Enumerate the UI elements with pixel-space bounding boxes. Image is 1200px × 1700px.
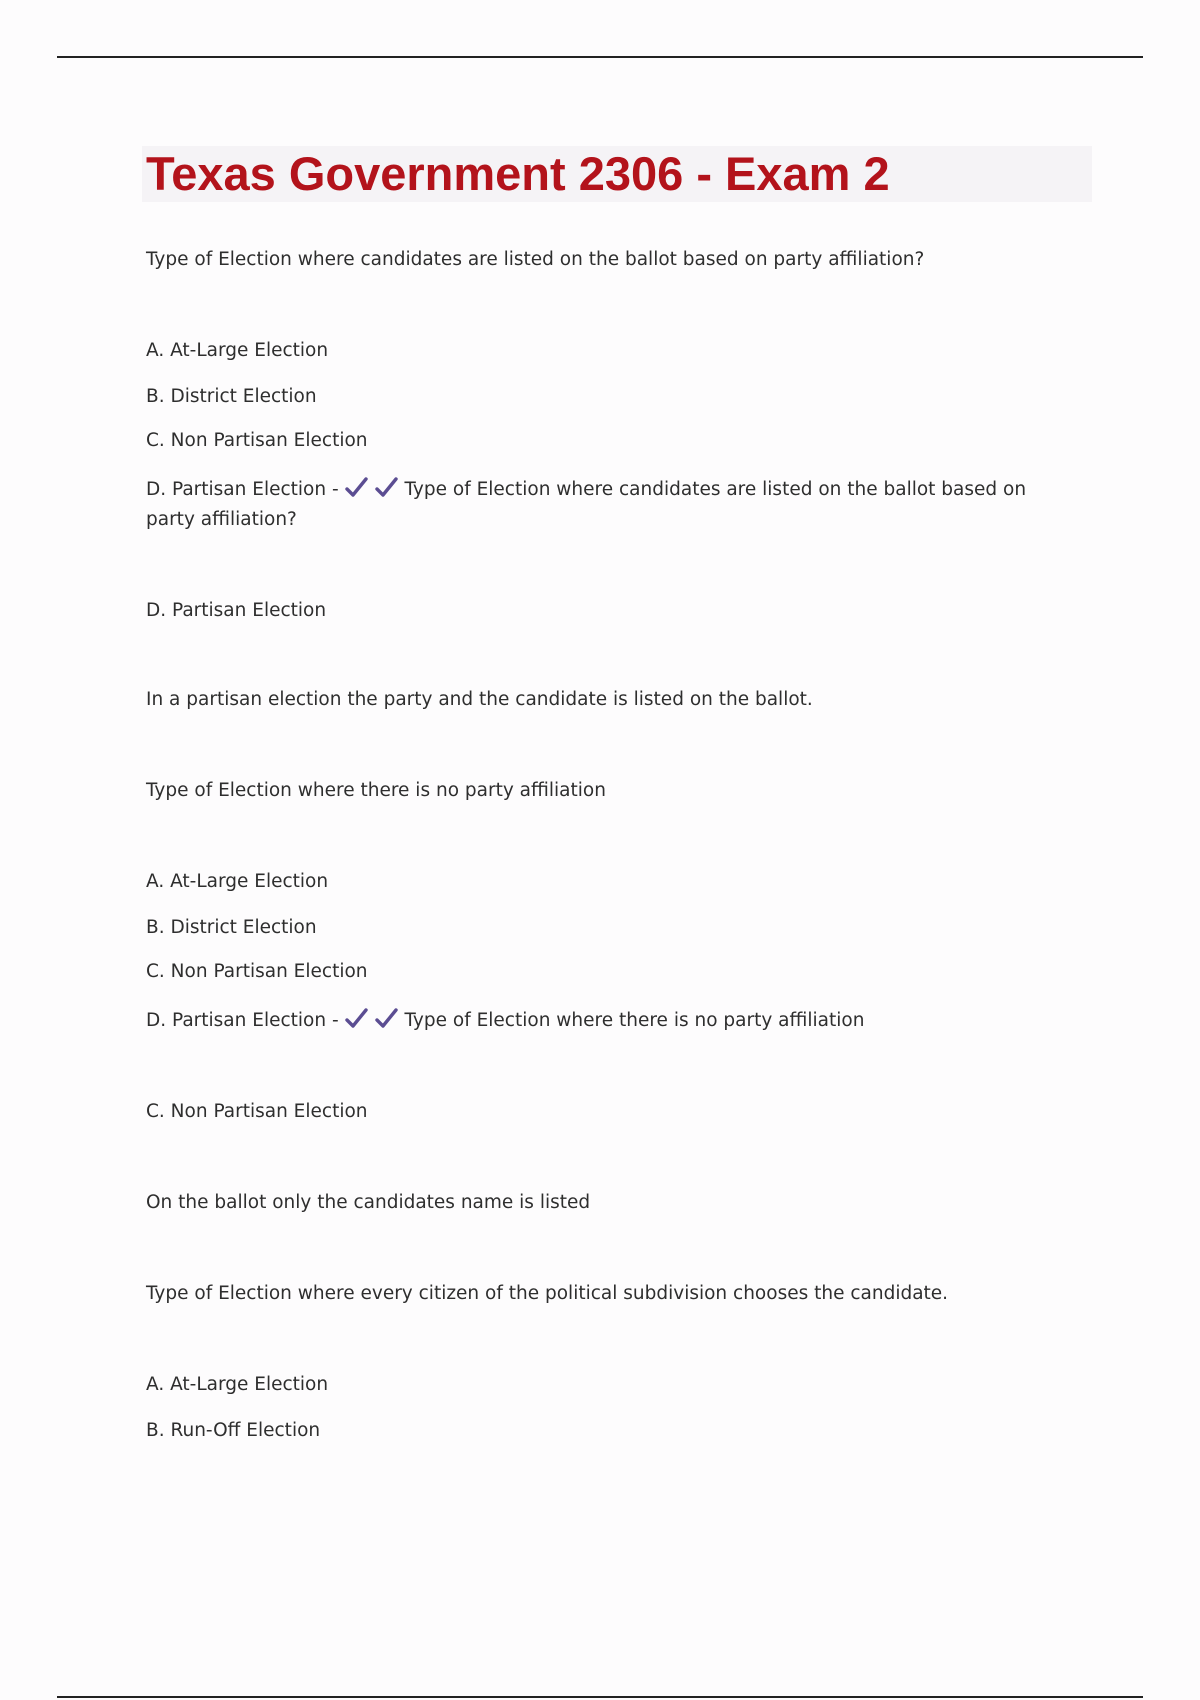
check-mark-icon — [375, 1008, 399, 1030]
q1-option-c: C. Non Partisan Election — [146, 430, 368, 451]
q1-answer-text: Type of Election where candidates are listed on the ballot based on party affiliation? — [146, 479, 1027, 530]
q2-answer-line — [146, 1006, 864, 1036]
check-mark-icon — [345, 477, 369, 499]
q2-option-b: B. District Election — [146, 917, 317, 938]
q1-option-d: D. Partisan Election - — [146, 479, 339, 500]
q3-option-b: B. Run-Off Election — [146, 1420, 321, 1441]
question-2: Type of Election where there is no party affiliation — [146, 780, 606, 801]
check-mark-icon — [375, 477, 399, 499]
question-1: Type of Election where candidates are listed on the ballot based on party affiliation? — [146, 249, 925, 270]
q1-explanation: In a partisan election the party and the candidate is listed on the ballot. — [146, 689, 813, 710]
q1-answer-line — [146, 475, 1066, 535]
q2-explanation: On the ballot only the candidates name is listed — [146, 1192, 591, 1213]
page-title: Texas Government 2306 - Exam 2 — [146, 147, 890, 200]
q1-option-a: A. At-Large Election — [146, 340, 329, 361]
q2-correct-answer: C. Non Partisan Election — [146, 1101, 368, 1122]
q2-option-d: D. Partisan Election - — [146, 1010, 339, 1031]
header-rule — [57, 56, 1143, 58]
q3-option-a: A. At-Large Election — [146, 1374, 329, 1395]
q2-option-a: A. At-Large Election — [146, 871, 329, 892]
q1-option-b: B. District Election — [146, 386, 317, 407]
q2-answer-text: Type of Election where there is no party affiliation — [404, 1010, 865, 1031]
footer-rule — [57, 1696, 1143, 1698]
q1-correct-answer: D. Partisan Election — [146, 600, 327, 621]
question-3: Type of Election where every citizen of the political subdivision chooses the candidate. — [146, 1283, 949, 1304]
q2-option-c: C. Non Partisan Election — [146, 961, 368, 982]
check-mark-icon — [345, 1008, 369, 1030]
